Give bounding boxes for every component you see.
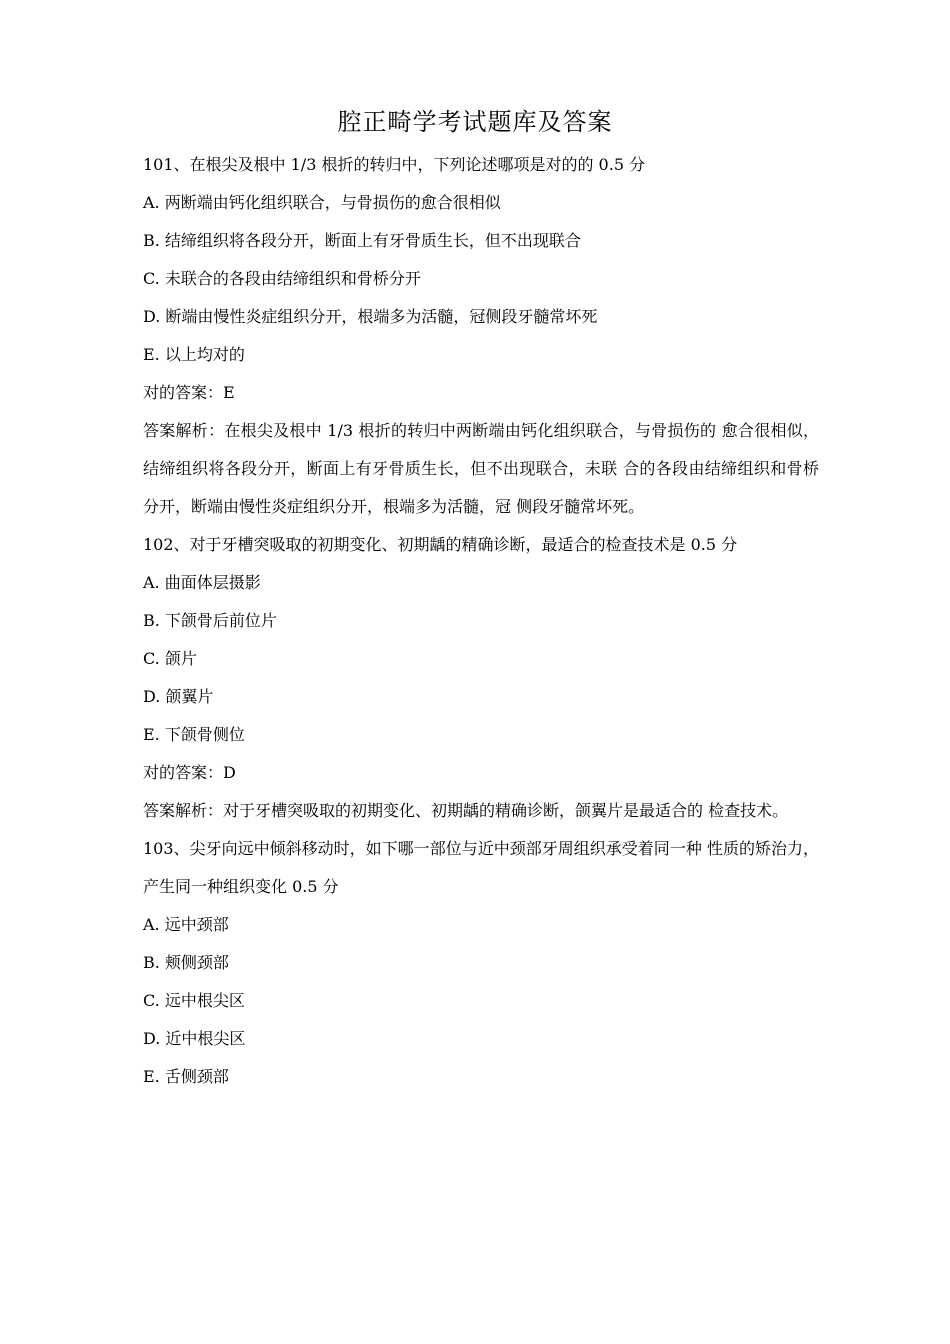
question-101-stem: 101、在根尖及根中 1/3 根折的转归中，下列论述哪项是对的的 0.5 分: [143, 155, 646, 174]
question-103-option-b: B. 颊侧颈部: [143, 953, 229, 972]
document-title: 腔正畸学考试题库及答案: [337, 108, 613, 136]
question-101-option-e: E. 以上均对的: [143, 345, 245, 364]
question-103-stem: 103、尖牙向远中倾斜移动时，如下哪一部位与近中颈部牙周组织承受着同一种 性质的矫治力，产生同一种组织变化 0.5 分: [143, 839, 819, 896]
question-102-option-a: A. 曲面体层摄影: [143, 573, 261, 592]
document-body: [143, 146, 819, 1096]
question-101-option-c: C. 未联合的各段由结缔组织和骨桥分开: [143, 269, 421, 288]
question-101-option-b: B. 结缔组织将各段分开，断面上有牙骨质生长，但不出现联合: [143, 231, 581, 250]
question-103-option-a: A. 远中颈部: [143, 915, 229, 934]
question-102-option-d: D. 颌翼片: [143, 687, 214, 706]
question-102-analysis: 答案解析：对于牙槽突吸取的初期变化、初期龋的精确诊断，颌翼片是最适合的 检查技术。: [143, 801, 789, 820]
question-102-option-e: E. 下颌骨侧位: [143, 725, 245, 744]
question-102-stem: 102、对于牙槽突吸取的初期变化、初期龋的精确诊断，最适合的检查技术是 0.5 分: [143, 535, 738, 554]
question-102-option-c: C. 颌片: [143, 649, 197, 668]
question-101-option-a: A. 两断端由钙化组织联合，与骨损伤的愈合很相似: [143, 193, 501, 212]
question-103-option-e: E. 舌侧颈部: [143, 1067, 229, 1086]
question-102-option-b: B. 下颌骨后前位片: [143, 611, 277, 630]
question-103-option-d: D. 近中根尖区: [143, 1029, 246, 1048]
question-103-option-c: C. 远中根尖区: [143, 991, 245, 1010]
question-101-analysis: 答案解析：在根尖及根中 1/3 根折的转归中两断端由钙化组织联合，与骨损伤的 愈合很相似，结缔组织将各段分开，断面上有牙骨质生长，但不出现联合，未联 合的各段由结缔组织和骨桥分开，断端由慢性炎症组织分开，根端多为活髓，冠 侧段牙髓常坏死。: [143, 421, 819, 516]
question-101-answer: 对的答案：E: [143, 383, 235, 402]
question-102-answer: 对的答案：D: [143, 763, 236, 782]
question-101-option-d: D. 断端由慢性炎症组织分开，根端多为活髓，冠侧段牙髓常坏死: [143, 307, 598, 326]
